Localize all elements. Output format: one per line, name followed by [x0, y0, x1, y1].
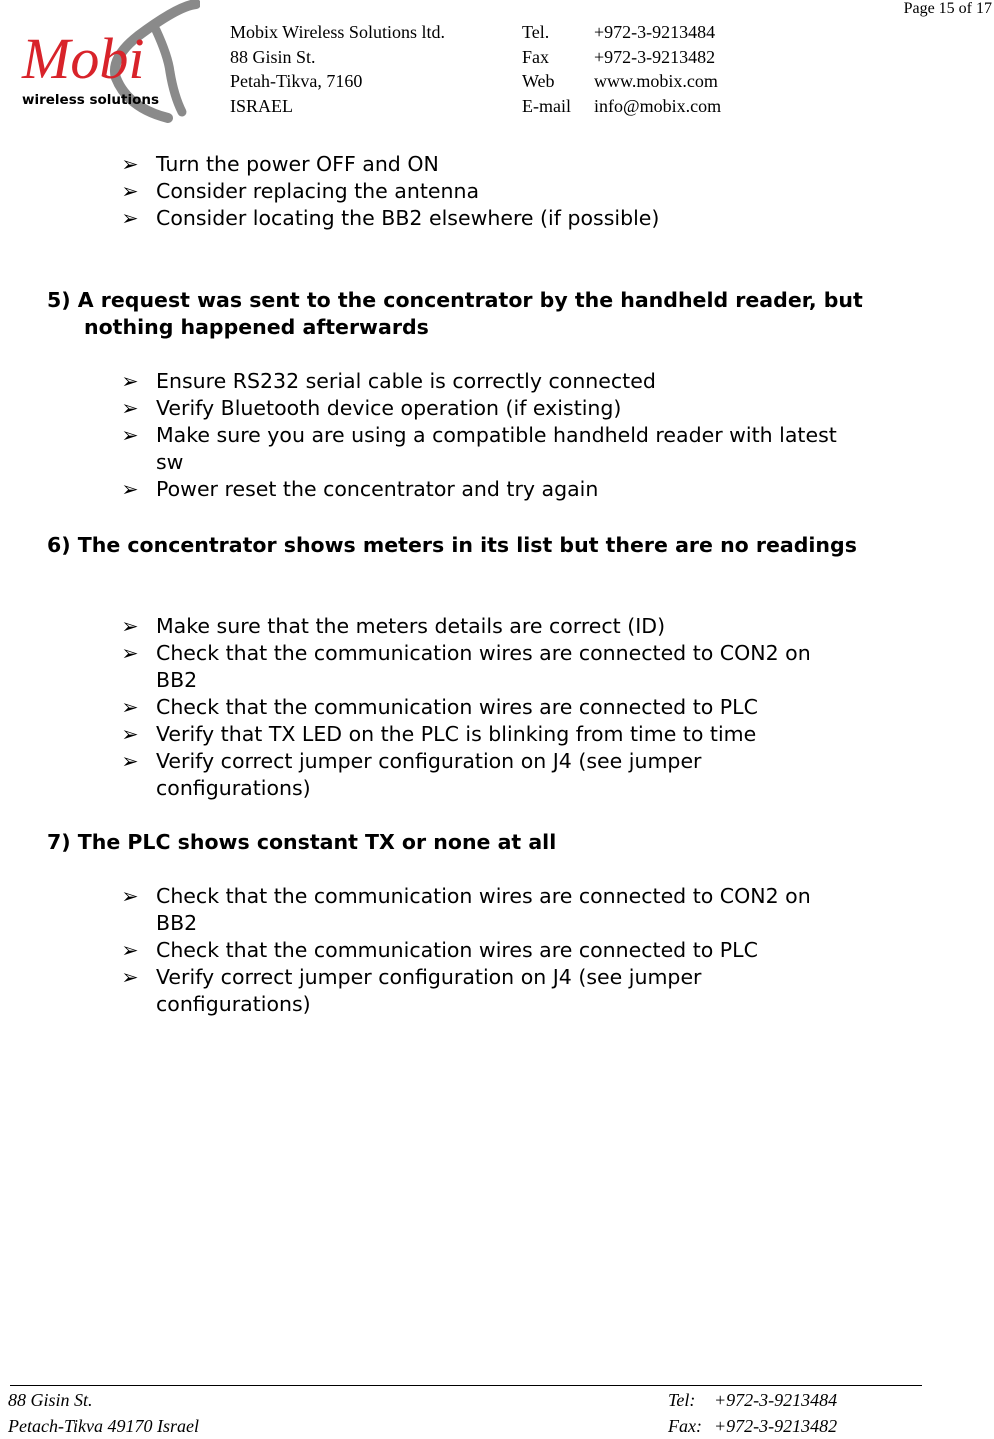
list-item-text: Verify correct jumper configuration on J4 (see jumper configurations)	[156, 965, 702, 1016]
section-7-bullet-list	[120, 883, 840, 1018]
contact-label: E-mail	[522, 95, 571, 116]
contact-row-web	[522, 69, 721, 94]
arrow-bullet-icon: ➢	[121, 179, 139, 203]
company-address	[230, 20, 445, 118]
arrow-bullet-icon: ➢	[121, 695, 139, 719]
list-item	[120, 151, 659, 178]
intro-bullet-list	[120, 151, 659, 232]
list-item-text: Check that the communication wires are connected to CON2 on BB2	[156, 884, 811, 935]
logo-wordmark: Mobi	[22, 26, 145, 91]
contact-row-tel	[522, 20, 721, 45]
contact-value: info@mobix.com	[594, 95, 722, 116]
section-heading-6: 6) The concentrator shows meters in its list but there are no readings	[47, 533, 857, 557]
list-item	[120, 178, 659, 205]
section-heading-5: 5) A request was sent to the concentrator by the handheld reader, but nothing happened afterwards	[47, 288, 863, 339]
footer-tel-row	[668, 1387, 837, 1413]
list-item-text: Power reset the concentrator and try again	[156, 477, 599, 501]
footer-tel: +972-3-9213484	[714, 1390, 838, 1410]
logo-tagline: wireless solutions	[22, 92, 160, 108]
list-item-text: Turn the power OFF and ON	[156, 152, 439, 176]
contact-value: +972-3-9213482	[594, 46, 716, 67]
arrow-bullet-icon: ➢	[121, 396, 139, 420]
footer-tel-label: Tel:	[668, 1390, 696, 1410]
list-item-text: Check that the communication wires are connected to CON2 on BB2	[156, 641, 811, 692]
section-6-bullet-list	[120, 613, 840, 802]
list-item-text: Check that the communication wires are connected to PLC	[156, 938, 758, 962]
list-item	[120, 883, 840, 937]
arrow-bullet-icon: ➢	[121, 477, 139, 501]
arrow-bullet-icon: ➢	[121, 369, 139, 393]
list-item	[120, 964, 840, 1018]
company-name: Mobix Wireless Solutions ltd.	[230, 22, 445, 42]
list-item	[120, 613, 840, 640]
contact-label: Tel.	[522, 22, 550, 42]
section-5-bullet-list	[120, 368, 840, 503]
arrow-bullet-icon: ➢	[121, 152, 139, 176]
section-heading-7: 7) The PLC shows constant TX or none at all	[47, 830, 557, 854]
contact-label: Web	[522, 71, 555, 91]
footer-street: 88 Gisin St.	[8, 1390, 93, 1410]
arrow-bullet-icon: ➢	[121, 965, 139, 989]
arrow-bullet-icon: ➢	[121, 614, 139, 638]
list-item	[120, 748, 840, 802]
footer-city: Petach-Tikva 49170 Israel	[8, 1416, 199, 1436]
arrow-bullet-icon: ➢	[121, 938, 139, 962]
arrow-bullet-icon: ➢	[121, 722, 139, 746]
arrow-bullet-icon: ➢	[121, 749, 139, 773]
list-item-text: Make sure you are using a compatible handheld reader with latest sw	[156, 423, 837, 474]
list-item	[120, 694, 840, 721]
list-item-text: Verify Bluetooth device operation (if existing)	[156, 396, 622, 420]
footer-divider	[10, 1385, 922, 1386]
list-item	[120, 721, 840, 748]
list-item-text: Check that the communication wires are connected to PLC	[156, 695, 758, 719]
list-item-text: Consider replacing the antenna	[156, 179, 480, 203]
list-item-text: Ensure RS232 serial cable is correctly connected	[156, 369, 656, 393]
list-item	[120, 368, 840, 395]
list-item	[120, 640, 840, 694]
arrow-bullet-icon: ➢	[121, 884, 139, 908]
company-city: Petah-Tikva, 7160	[230, 71, 363, 91]
list-item	[120, 476, 840, 503]
arrow-bullet-icon: ➢	[121, 206, 139, 230]
list-item-text: Make sure that the meters details are correct (ID)	[156, 614, 666, 638]
contact-label: Fax	[522, 46, 549, 67]
list-item-text: Verify correct jumper configuration on J4 (see jumper configurations)	[156, 749, 702, 800]
footer-address	[8, 1387, 199, 1439]
list-item-text: Verify that TX LED on the PLC is blinking from time to time	[156, 722, 757, 746]
contact-value: www.mobix.com	[594, 71, 718, 91]
arrow-bullet-icon: ➢	[121, 423, 139, 447]
list-item	[120, 205, 659, 232]
footer-fax-row	[668, 1413, 837, 1439]
contact-list	[522, 20, 721, 118]
mobix-logo	[18, 0, 200, 128]
arrow-bullet-icon: ➢	[121, 641, 139, 665]
footer-fax-label: Fax:	[668, 1416, 702, 1436]
list-item	[120, 937, 840, 964]
contact-value: +972-3-9213484	[594, 22, 716, 42]
footer-fax: +972-3-9213482	[714, 1416, 838, 1436]
contact-row-email	[522, 94, 721, 119]
list-item	[120, 395, 840, 422]
footer-contacts	[668, 1387, 837, 1439]
company-street: 88 Gisin St.	[230, 46, 316, 67]
list-item	[120, 422, 840, 476]
list-item-text: Consider locating the BB2 elsewhere (if possible)	[156, 206, 660, 230]
company-country: ISRAEL	[230, 95, 293, 116]
page-number: Page 15 of 17	[903, 0, 992, 17]
contact-row-fax	[522, 45, 721, 70]
